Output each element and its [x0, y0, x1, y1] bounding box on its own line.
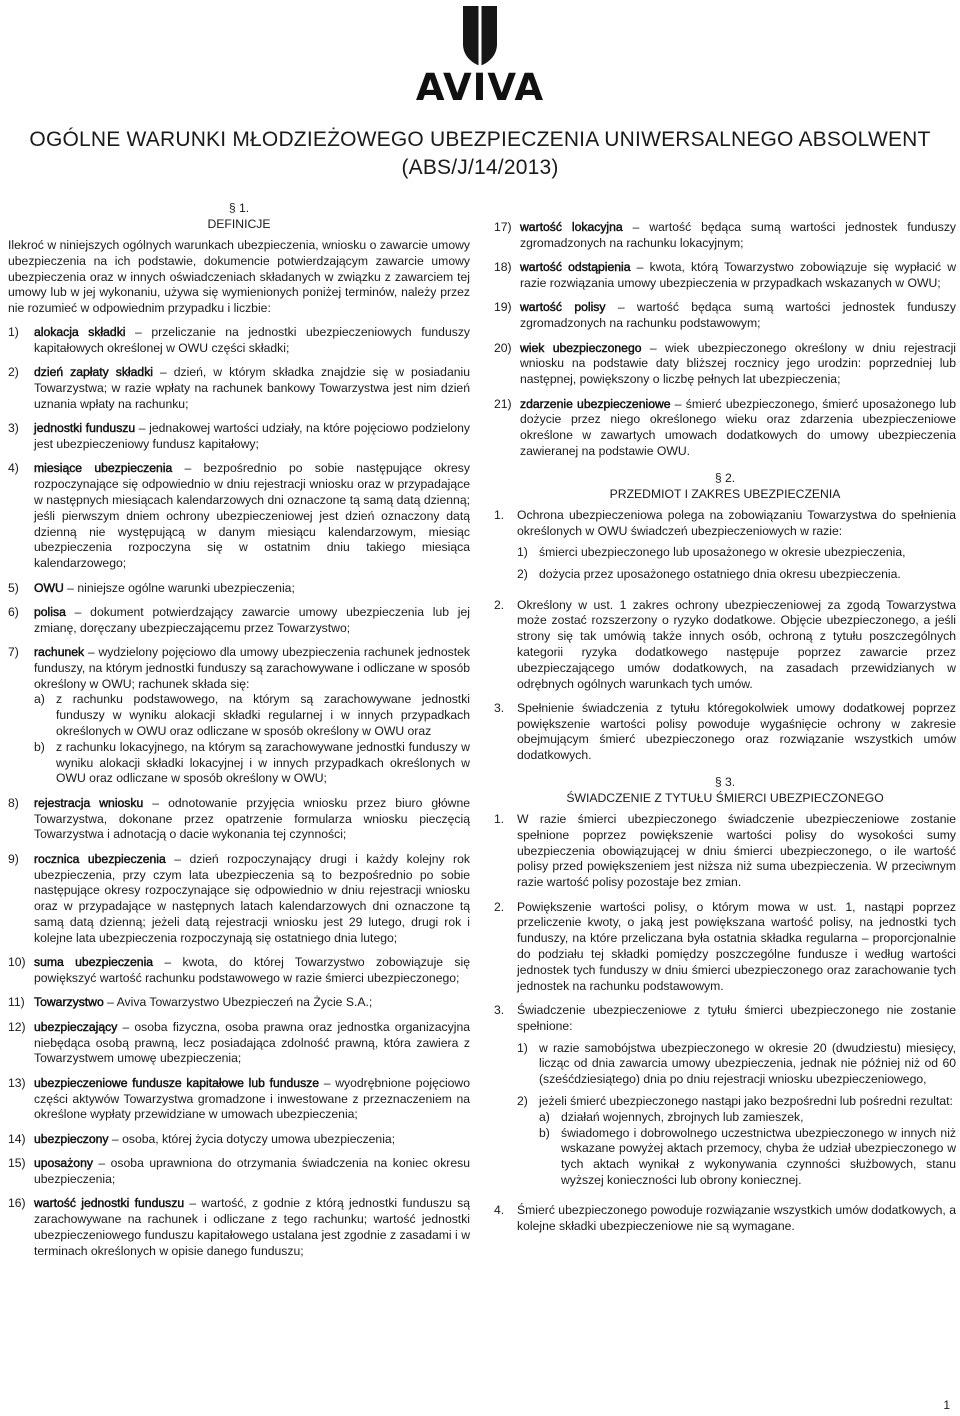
clause-item: 3. Świadczenie ubezpieczeniowe z tytułu śmierci ubezpieczonego nie zostanie spełnione: 1) w razie samobójstwa ubezpieczonego w okresie 20 (dwudziestu) miesięcy, licząc od dnia zawarcia umowy ubezpieczenia, jednak nie później niż od 60 (sześćdziesiątego) dnia po dniu rejestracji wniosku ubezpieczeniowego, 2) jeżeli śmierć ubezpieczonego nastąpi jako bezpośredni lub pośredni rezultat: a) działań wojennych, zbrojnych lub zamieszek, b) świadomego i dobrowolnego uczestnictwa ubezpieczonego w innych niż wskazane powyżej aktach przemocy, chyba że udział ubezpieczonego w tych aktach wynikał z wykonywania czynności służbowych, stanu wyższej konieczności lub obrony koniecznej. [494, 1003, 956, 1187]
definition-text: – wartość będąca sumą wartości jednostek funduszy zgromadzonych na rachunku lokacyjnym; [520, 220, 957, 250]
definition-text: – dokument potwierdzający zawarcie umowy ubezpieczenia lub jej zmianę, doręczany ubezpieczającemu przez Towarzystwo; [34, 604, 470, 635]
definition-item: 3) jednostki funduszu – jednakowej wartości udziały, na które pojęciowo podzielony jest ubezpieczeniowy fundusz kapitałowy; [8, 421, 470, 451]
definition-text: – osoba uprawniona do otrzymania świadczenia na koniec okresu ubezpieczenia; [34, 1156, 470, 1186]
clause-item: 1. Ochrona ubezpieczeniowa polega na zobowiązaniu Towarzystwa do spełnienia określonych w OWU świadczeń ubezpieczeniowych w razie: 1) śmierci ubezpieczonego lub uposażonego w okresie ubezpieczenia, 2) dożycia przez uposażonego ostatniego dnia okresu ubezpieczenia. [494, 507, 956, 582]
right-column [494, 220, 956, 1244]
definition-text: – wyodrębnione pojęciowo części aktywów Towarzystwa gromadzone i inwestowane z przeznaczeniem na określone wypłaty przewidziane w umowach ubezpieczenia; [34, 1075, 471, 1122]
definition-text: – wartość będąca sumą wartości jednostek funduszy zgromadzonych na rachunku podstawowym; [520, 300, 956, 331]
sub-sub-item: b) świadomego i dobrowolnego uczestnictwa ubezpieczonego w innych niż wskazane powyżej aktach przemocy, chyba że udział ubezpieczonego w tych aktach wynikał z wykonywania czynności służbowych, stanu wyższej konieczności lub obrony koniecznej. [539, 1125, 956, 1187]
definition-term: polisa [34, 604, 66, 619]
sub-item: a) z rachunku podstawowego, na którym są zarachowywane jednostki funduszy w wyniku alokacji składki regularnej i w innych przypadkach określonych w OWU oraz odliczane w sposób określony w OWU oraz [34, 692, 470, 739]
sub-item: 1) w razie samobójstwa ubezpieczonego w okresie 20 (dwudziestu) miesięcy, licząc od dnia zawarcia umowy ubezpieczenia, jednak nie później niż od 60 (sześćdziesiątego) dnia po dniu rejestracji wniosku ubezpieczeniowego, [517, 1040, 956, 1087]
clause-item: 2. Powiększenie wartości polisy, o którym mowa w ust. 1, nastąpi poprzez przeliczenie kwoty, o jaką jest powiększana wartość polisy, na jednostki tych funduszy, na które przeliczana była ostatnia składka regularna – proporcjonalnie do podziału tej składki pomiędzy poszczególne fundusze i według wartości jednostek tych funduszy w dniu śmierci ubezpieczonego oraz zarachowanie tych jednostek na rachunku podstawowym. [494, 899, 956, 993]
definition-term: wartość lokacyjna [520, 220, 623, 234]
definition-term: wartość jednostki funduszu [34, 1196, 185, 1211]
definition-item: 20) wiek ubezpieczonego – wiek ubezpieczonego określony w dniu rejestracji wniosku na podstawie daty bliższej rocznicy jego urodzin: poprzedniej lub następnej, powiększony o liczbę pełnych lat ubezpieczenia; [494, 340, 956, 387]
definition-term: wartość odstąpienia [520, 260, 631, 275]
definition-term: wartość polisy [520, 300, 606, 315]
definition-term: suma ubezpieczenia [34, 955, 154, 970]
definition-item: 21) zdarzenie ubezpieczeniowe – śmierć ubezpieczonego, śmierć uposażonego lub dożycie przez niego określonego wieku oraz zdarzenia ubezpieczeniowe określone w zawartych umowach dodatkowych do umowy ubezpieczenia zawieranej na podstawie OWU. [494, 396, 956, 458]
definition-text: – jednakowej wartości udziały, na które pojęciowo podzielony jest ubezpieczeniowy fundusz kapitałowy; [34, 421, 470, 451]
section-2-heading [494, 470, 956, 502]
definition-item: 19) wartość polisy – wartość będąca sumą wartości jednostek funduszy zgromadzonych na rachunku podstawowym; [494, 300, 956, 331]
title-line-2: (ABS/J/14/2013) [401, 156, 559, 179]
sub-item: b) z rachunku lokacyjnego, na którym są zarachowywane jednostki funduszy w wyniku alokacji składki lokacyjnej i w innych przypadkach określonych w OWU oraz odliczane w sposób określony w OWU; [34, 739, 470, 786]
definition-item: 4) miesiące ubezpieczenia – bezpośrednio po sobie następujące okresy rozpoczynające się odpowiednio w dniu rejestracji wniosku oraz w przypadające w następnych miesiącach kalendarzowych dni oznaczone tą samą datą dzienną; jeśli pierwszym dniem ochrony ubezpieczeniowej jest dzień oznaczony datą dzienną nie występującą w danym miesiącu kalendarzowym, miesiąc ubezpieczenia rozpoczyna się w ostatnim dniu takiego miesiąca kalendarzowego; [8, 461, 470, 571]
definition-text: – wartość, z godnie z którą jednostki funduszu są zarachowywane na rachunek i odliczane z tego rachunku; wartość jednostki ubezpieczeniowego funduszu kapitałowego ustalana jest zgodnie z zasadami i w terminach określonych w opisie danego funduszu; [34, 1196, 471, 1258]
definition-item: 14) ubezpieczony – osoba, której życia dotyczy umowa ubezpieczenia; [8, 1131, 396, 1146]
aviva-logo [0, 0, 960, 108]
clause-text: Świadczenie ubezpieczeniowe z tytułu śmierci ubezpieczonego nie zostanie spełnione: [517, 1003, 956, 1033]
definition-item: 2) dzień zapłaty składki – dzień, w którym składka znajdzie się w posiadaniu Towarzystwa; w razie wpłaty na rachunek bankowy Towarzystwa jest nim dzień uznania wpłaty na rachunku; [8, 365, 470, 411]
clause-text: Określony w ust. 1 zakres ochrony ubezpieczeniowej za zgodą Towarzystwa może zostać rozszerzony o ryzyko dodatkowe. Objęcie ubezpieczonego, a jeśli strony się tak umówią także innych osób, ochroną z tytułu poszczególnych kategorii ryzyka dodatkowego następuje poprzez zawarcie przez ubezpieczającego umów dodatkowych, na zasadach przewidzianych w odrębnych ogólnych warunkach tych umów. [517, 597, 956, 691]
section-1-mark: § 1. [228, 201, 250, 215]
page-number: 1 [943, 1398, 950, 1412]
section-1-heading [8, 200, 470, 232]
left-column [8, 200, 470, 1268]
definition-term: miesiące ubezpieczenia [34, 461, 173, 476]
definition-text: – bezpośrednio po sobie następujące okresy rozpoczynające się odpowiednio w dniu rejestracji wniosku oraz w przypadające w następnych miesiącach kalendarzowych dni oznaczone tą samą datą dzienną; jeśli pierwszym dniem ochrony ubezpieczeniowej jest dzień oznaczony datą dzienną nie występującą w danym miesiącu kalendarzowym, miesiąc ubezpieczenia rozpoczyna się w ostatnim dniu takiego miesiąca kalendarzowego; [34, 461, 470, 571]
definition-term: wiek ubezpieczonego [520, 340, 642, 355]
definition-term: rachunek [34, 645, 85, 660]
definition-text: – śmierć ubezpieczonego, śmierć uposażonego lub dożycie przez niego określonego wieku oraz zdarzenia ubezpieczeniowe określone w zawartych umowach dodatkowych do umowy ubezpieczenia zawieranej na podstawie OWU. [520, 396, 956, 458]
section-2-name: PRZEDMIOT I ZAKRES UBEZPIECZENIA [609, 486, 841, 501]
definition-text: – niniejsze ogólne warunki ubezpieczenia; [63, 580, 295, 595]
definition-text: – osoba, której życia dotyczy umowa ubezpieczenia; [108, 1131, 396, 1146]
definition-term: jednostki funduszu [34, 421, 136, 436]
clause-item: 3. Spełnienie świadczenia z tytułu któregokolwiek umowy dodatkowej poprzez powiększenie wartości polisy powoduje wygaśnięcie ochrony w zakresie obejmującym śmierć ubezpieczonego oraz rozwiązanie wszystkich umów dodatkowych. [494, 700, 956, 763]
definitions-intro: Ilekroć w niniejszych ogólnych warunkach ubezpieczenia, wniosku o zawarcie umowy ubezpieczenia na ich podstawie, dokumencie potwierdzającym zawarcie umowy ubezpieczenia oraz w innych oświadczeniach składanych w związku z zawarciem tej umowy lub w jej wykonaniu, używa się wymienionych poniżej terminów, należy przez nie rozumieć w odpowiednim przypadku i liczbie: [8, 238, 470, 316]
definition-text: – wiek ubezpieczonego określony w dniu rejestracji wniosku na podstawie daty bliższej rocznicy jego urodzin: poprzedniej lub następnej, powiększony o liczbę pełnych lat ubezpieczenia; [520, 340, 956, 387]
definition-item: 11) Towarzystwo – Aviva Towarzystwo Ubezpieczeń na Życie S.A.; [8, 995, 373, 1010]
document-title [0, 126, 960, 182]
clause-item: 2. Określony w ust. 1 zakres ochrony ubezpieczeniowej za zgodą Towarzystwa może zostać rozszerzony o ryzyko dodatkowe. Objęcie ubezpieczonego, a jeśli strony się tak umówią także innych osób, ochroną z tytułu poszczególnych kategorii ryzyka dodatkowego następuje poprzez zawarcie przez ubezpieczającego umów dodatkowych, na zasadach przewidzianych w odrębnych ogólnych warunkach tych umów. [494, 597, 956, 691]
definition-text: – Aviva Towarzystwo Ubezpieczeń na Życie S.A.; [103, 995, 373, 1010]
section-3-mark: § 3. [714, 775, 736, 790]
definition-term: ubezpieczający [34, 1019, 118, 1034]
definition-item: 18) wartość odstąpienia – kwota, którą Towarzystwo zobowiązuje się wypłacić w razie rozwiązania umowy ubezpieczenia w przypadkach wskazanych w OWU; [494, 260, 957, 290]
definition-item: 12) ubezpieczający – osoba fizyczna, osoba prawna oraz jednostka organizacyjna niebędąca osobą prawną, lecz posiadająca zdolność prawną, która zawiera z Towarzystwem umowę ubezpieczenia; [8, 1019, 470, 1066]
definition-text: – przeliczanie na jednostki ubezpieczeniowych funduszy kapitałowych określonej w OWU części składki; [34, 324, 471, 355]
definition-item: 7) rachunek – wydzielony pojęciowo dla umowy ubezpieczenia rachunek jednostek funduszy, na którym jednostki funduszy są zarachowywane i odliczane w sposób określony w OWU; rachunek składa się: a) z rachunku podstawowego, na którym są zarachowywane jednostki funduszy w wyniku alokacji składki regularnej i w innych przypadkach określonych w OWU oraz odliczane w sposób określony w OWU oraz b) z rachunku lokacyjnego, na którym są zarachowywane jednostki funduszy w wyniku alokacji składki lokacyjnej i w innych przypadkach określonych w OWU oraz odliczane w sposób określony w OWU; [8, 645, 470, 786]
sub-item: 2) jeżeli śmierć ubezpieczonego nastąpi jako bezpośredni lub pośredni rezultat: a) działań wojennych, zbrojnych lub zamieszek, b) świadomego i dobrowolnego uczestnictwa ubezpieczonego w innych niż wskazane powyżej aktach przemocy, chyba że udział ubezpieczonego w tych aktach wynikał z wykonywania czynności służbowych, stanu wyższej konieczności lub obrony koniecznej. [517, 1094, 956, 1187]
section-3-name: ŚWIADCZENIE Z TYTUŁU ŚMIERCI UBEZPIECZONEGO [566, 791, 884, 806]
definition-item: 10) suma ubezpieczenia – kwota, do której Towarzystwo zobowiązuje się powiększyć wartość rachunku podstawowego w razie śmierci ubezpieczonego; [8, 955, 470, 986]
section-3-heading [494, 774, 956, 806]
definition-term: Towarzystwo [34, 995, 104, 1010]
sub-item: 1) śmierci ubezpieczonego lub uposażonego w okresie ubezpieczenia, [517, 545, 906, 560]
definition-text: – dzień, w którym składka znajdzie się w posiadaniu Towarzystwa; w razie wpłaty na rachunek bankowy Towarzystwa jest nim dzień uznania wpłaty na rachunku; [34, 365, 470, 411]
definition-term: uposażony [34, 1156, 93, 1171]
aviva-shield-icon [460, 4, 500, 68]
definition-text: – kwota, do której Towarzystwo zobowiązuje się powiększyć wartość rachunku podstawowego w razie śmierci ubezpieczonego; [34, 955, 470, 986]
clause-item: 4. Śmierć ubezpieczonego powoduje rozwiązanie wszystkich umów dodatkowych, a kolejne składki ubezpieczeniowe nie są wymagane. [494, 1203, 956, 1234]
definition-item: 13) ubezpieczeniowe fundusze kapitałowe lub fundusze – wyodrębnione pojęciowo części aktywów Towarzystwa gromadzone i inwestowane z przeznaczeniem na określone wypłaty przewidziane w umowach ubezpieczenia; [8, 1075, 471, 1122]
definition-text: – kwota, którą Towarzystwo zobowiązuje się wypłacić w razie rozwiązania umowy ubezpieczenia w przypadkach wskazanych w OWU; [520, 260, 957, 290]
definition-item: 9) rocznica ubezpieczenia – dzień rozpoczynający drugi i każdy kolejny rok ubezpieczenia, przy czym lata ubezpieczenia są to bezpośrednio po sobie następujące okresy rozpoczynające się odpowiednio w dniu rejestracji wniosku oraz w przypadające w następnych latach kalendarzowych dni oznaczone tą samą datą dzienną; jeżeli datą rejestracji wniosku jest 29 lutego, drugi rok i kolejne lata ubezpieczenia rozpoczynają się ostatniego dnia lutego; [8, 851, 470, 945]
section-1-name: DEFINICJE [207, 217, 271, 231]
definition-text: – wydzielony pojęciowo dla umowy ubezpieczenia rachunek jednostek funduszy, na którym jednostki funduszy są zarachowywane i odliczane w sposób określony w OWU; rachunek składa się: [34, 645, 470, 691]
definition-term: dzień zapłaty składki [34, 365, 153, 380]
definition-item: 1) alokacja składki – przeliczanie na jednostki ubezpieczeniowych funduszy kapitałowych określonej w OWU części składki; [8, 324, 471, 355]
definition-item: 16) wartość jednostki funduszu – wartość, z godnie z którą jednostki funduszu są zarachowywane na rachunek i odliczane z tego rachunku; wartość jednostki ubezpieczeniowego funduszu kapitałowego ustalana jest zgodnie z zasadami i w terminach określonych w opisie danego funduszu; [8, 1196, 471, 1258]
clause-text: Spełnienie świadczenia z tytułu któregokolwiek umowy dodatkowej poprzez powiększenie wartości polisy powoduje wygaśnięcie ochrony w zakresie obejmującym śmierć ubezpieczonego oraz rozwiązanie wszystkich umów dodatkowych. [517, 700, 956, 763]
clause-item: 1. W razie śmierci ubezpieczonego świadczenie ubezpieczeniowe zostanie spełnione poprzez powiększenie wartości polisy do wysokości sumy ubezpieczenia obowiązującej w dniu śmierci ubezpieczonego, o ile wartość polisy przed powiększeniem jest niższa niż suma ubezpieczenia. W przeciwnym razie wartość polisy pozostaje bez zmian. [494, 812, 956, 890]
definition-text: – osoba fizyczna, osoba prawna oraz jednostka organizacyjna niebędąca osobą prawną, lecz posiadająca zdolność prawną, która zawiera z Towarzystwem umowę ubezpieczenia; [34, 1019, 470, 1066]
sub-item: 2) dożycia przez uposażonego ostatniego dnia okresu ubezpieczenia. [517, 567, 901, 582]
definition-item: 15) uposażony – osoba uprawniona do otrzymania świadczenia na koniec okresu ubezpieczenia; [8, 1156, 470, 1186]
definition-term: ubezpieczony [34, 1131, 109, 1146]
definition-item: 17) wartość lokacyjna – wartość będąca sumą wartości jednostek funduszy zgromadzonych na rachunku lokacyjnym; [494, 220, 957, 250]
definition-text: – dzień rozpoczynający drugi i każdy kolejny rok ubezpieczenia, przy czym lata ubezpieczenia są to bezpośrednio po sobie następujące okresy rozpoczynające się odpowiednio w dniu rejestracji wniosku oraz w przypadające w następnych latach kalendarzowych dni oznaczone tą samą datą dzienną; jeżeli datą rejestracji wniosku jest 29 lutego, drugi rok i kolejne lata ubezpieczenia rozpoczynają się ostatniego dnia lutego; [34, 851, 470, 945]
brand-name: AVIVA [415, 66, 545, 109]
section-2-mark: § 2. [714, 470, 736, 485]
clause-text: Ochrona ubezpieczeniowa polega na zobowiązaniu Towarzystwa do spełnienia określonych w OWU świadczeń ubezpieczeniowych w razie: [517, 507, 956, 538]
definition-item: 6) polisa – dokument potwierdzający zawarcie umowy ubezpieczenia lub jej zmianę, doręczany ubezpieczającemu przez Towarzystwo; [8, 604, 470, 635]
definition-text: – odnotowanie przyjęcia wniosku przez biuro główne Towarzystwa, dokonane przez opatrzenie formularza wniosku pieczęcią Towarzystwa i adnotacją o dacie wykonania tej czynności; [34, 795, 470, 842]
sub-sub-item: a) działań wojennych, zbrojnych lub zamieszek, [539, 1109, 804, 1124]
title-line-1: OGÓLNE WARUNKI MŁODZIEŻOWEGO UBEZPIECZENIA UNIWERSALNEGO ABSOLWENT [29, 128, 931, 151]
clause-text: Powiększenie wartości polisy, o którym mowa w ust. 1, nastąpi poprzez przeliczenie kwoty, o jaką jest powiększana wartość polisy, na jednostki tych funduszy, na które przeliczana była ostatnia składka regularna – proporcjonalnie do podziału tej składki pomiędzy poszczególne fundusze i według wartości jednostek tych funduszy w dniu śmierci ubezpieczonego oraz zarachowanie tych jednostek na rachunku podstawowym. [517, 899, 956, 993]
clause-text: Śmierć ubezpieczonego powoduje rozwiązanie wszystkich umów dodatkowych, a kolejne składki ubezpieczeniowe nie są wymagane. [517, 1203, 956, 1234]
definition-term: alokacja składki [34, 324, 126, 339]
definition-term: OWU [34, 580, 64, 595]
definition-term: ubezpieczeniowe fundusze kapitałowe lub fundusze [34, 1075, 320, 1090]
definition-term: rejestracja wniosku [34, 795, 144, 810]
clause-text: W razie śmierci ubezpieczonego świadczenie ubezpieczeniowe zostanie spełnione poprzez powiększenie wartości polisy do wysokości sumy ubezpieczenia obowiązującej w dniu śmierci ubezpieczonego, o ile wartość polisy przed powiększeniem jest niższa niż suma ubezpieczenia. W przeciwnym razie wartość polisy pozostaje bez zmian. [517, 812, 956, 890]
definition-item: 5) OWU – niniejsze ogólne warunki ubezpieczenia; [8, 580, 295, 595]
definition-term: rocznica ubezpieczenia [34, 851, 166, 866]
definition-item: 8) rejestracja wniosku – odnotowanie przyjęcia wniosku przez biuro główne Towarzystwa, dokonane przez opatrzenie formularza wniosku pieczęcią Towarzystwa i adnotacją o dacie wykonania tej czynności; [8, 795, 470, 842]
definition-term: zdarzenie ubezpieczeniowe [520, 396, 671, 411]
